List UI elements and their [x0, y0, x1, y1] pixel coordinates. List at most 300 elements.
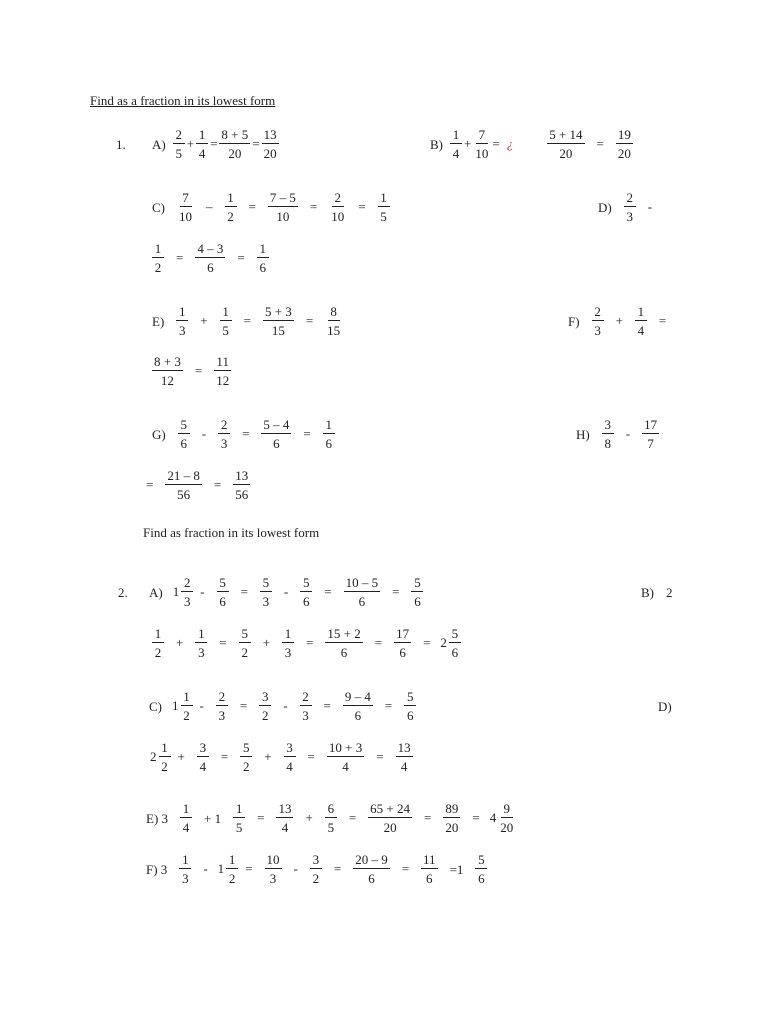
- fraction-denominator: 20: [383, 820, 397, 835]
- fraction-denominator: 6: [207, 260, 214, 275]
- fraction-numerator: 15 + 2: [327, 626, 361, 641]
- fraction: [180, 802, 192, 834]
- fraction-numerator: 1: [179, 853, 191, 869]
- fraction-denominator: 3: [218, 708, 226, 723]
- operator: +: [177, 749, 185, 764]
- operator: =: [306, 635, 314, 650]
- operator: -: [647, 199, 653, 214]
- fraction-denominator: 5: [380, 209, 387, 224]
- fraction-denominator: 6: [368, 871, 375, 886]
- fraction-denominator: 5: [327, 820, 335, 835]
- fraction-numerator: 3: [602, 418, 614, 434]
- fraction-numerator: 5 – 4: [263, 417, 290, 432]
- fraction-numerator: 2: [624, 191, 636, 207]
- fraction-numerator: 2: [300, 690, 312, 706]
- fraction-numerator: 1: [181, 690, 193, 706]
- fraction-denominator: 3: [284, 645, 292, 660]
- fraction: [178, 418, 190, 450]
- fraction-denominator: 2: [183, 708, 190, 723]
- fraction-numerator: 2: [216, 690, 228, 706]
- fraction-numerator: 1: [195, 627, 207, 643]
- fraction: [353, 853, 390, 885]
- fraction-numerator: 5: [404, 690, 416, 706]
- fraction: [179, 853, 191, 885]
- fraction-numerator: 7 – 5: [269, 190, 296, 205]
- operator: =: [309, 199, 318, 214]
- equation-line: [146, 236, 275, 280]
- equation-line: [146, 349, 237, 393]
- fraction-numerator: 2: [181, 576, 193, 592]
- fraction: [325, 802, 337, 834]
- operator: +: [464, 136, 472, 151]
- fraction-denominator: 6: [478, 871, 485, 886]
- fraction-numerator: 1: [225, 191, 237, 207]
- fraction-denominator: 8: [604, 436, 611, 451]
- fraction-numerator: 3: [259, 690, 271, 706]
- fraction-denominator: 2: [228, 871, 236, 886]
- operator: =: [374, 635, 383, 650]
- fraction-numerator: 3: [197, 741, 209, 757]
- label-text: E) 3: [146, 810, 169, 826]
- label-text: A): [149, 584, 163, 600]
- fraction-denominator: 10: [475, 146, 489, 161]
- fraction: [268, 191, 298, 223]
- equation-line: [143, 684, 422, 728]
- section-1-number: 1.: [116, 137, 126, 152]
- operator: =: [348, 810, 357, 825]
- fraction-numerator: 1: [257, 242, 269, 258]
- fraction-denominator: 2: [161, 759, 168, 774]
- fraction-denominator: 12: [216, 373, 230, 388]
- fraction-numerator: 5: [475, 853, 487, 869]
- fraction-numerator: 17: [396, 626, 410, 641]
- fraction-denominator: 6: [219, 594, 226, 609]
- fraction-denominator: 4: [286, 759, 293, 774]
- operator: =: [252, 136, 260, 151]
- fraction-numerator: 13: [278, 801, 292, 816]
- fraction: [260, 576, 272, 608]
- fraction-numerator: 5: [411, 576, 423, 592]
- operator: -: [200, 584, 205, 599]
- operator: =: [245, 861, 253, 876]
- fraction: [635, 305, 647, 337]
- whole-number: 2: [150, 749, 157, 764]
- section-1-heading: Find as a fraction in its lowest form: [90, 93, 276, 108]
- operator: +: [615, 313, 623, 328]
- label-text: F): [568, 313, 580, 329]
- fraction: [261, 418, 291, 450]
- operator: =: [239, 698, 248, 713]
- fraction-numerator: 5 + 14: [549, 127, 583, 142]
- fraction-denominator: 6: [451, 645, 459, 660]
- fraction: [323, 418, 335, 450]
- fraction-numerator: 2: [173, 128, 185, 144]
- fraction: [216, 690, 228, 722]
- fraction-denominator: 6: [340, 645, 348, 660]
- fraction-denominator: 20: [445, 820, 459, 835]
- fraction: [396, 741, 413, 773]
- fraction-denominator: 4: [452, 146, 460, 161]
- fraction: [475, 853, 487, 885]
- fraction: [642, 418, 659, 450]
- fraction: [411, 576, 423, 608]
- fraction: [165, 469, 202, 501]
- fraction: [443, 802, 460, 834]
- operator: -: [199, 698, 204, 713]
- operator: =: [472, 810, 480, 825]
- fraction-numerator: 9: [501, 802, 513, 818]
- operator: =: [658, 313, 667, 328]
- fraction-denominator: 5: [222, 323, 229, 338]
- fraction: [152, 355, 183, 387]
- fraction-denominator: 4: [342, 759, 349, 774]
- fraction-numerator: 20 – 9: [355, 852, 388, 867]
- fraction: [152, 627, 164, 659]
- operator: =: [376, 749, 384, 764]
- fraction-numerator: 5: [449, 627, 461, 643]
- fraction: [327, 741, 364, 773]
- fraction-numerator: 1: [226, 853, 238, 869]
- whole-number: 1: [172, 698, 179, 713]
- fraction-denominator: 15: [271, 323, 285, 338]
- fraction: [276, 802, 293, 834]
- fraction-numerator: 10: [266, 852, 280, 867]
- fraction-numerator: 1: [233, 802, 245, 818]
- fraction-numerator: 5: [260, 576, 272, 592]
- fraction-numerator: 5: [240, 741, 252, 757]
- fraction-denominator: 7: [647, 436, 654, 451]
- fraction-numerator: 1: [323, 418, 335, 434]
- equation-line: [146, 735, 419, 779]
- equation-line: [143, 570, 429, 614]
- fraction-denominator: 3: [269, 871, 277, 886]
- fraction-denominator: 4: [182, 820, 190, 835]
- operator: -: [203, 861, 208, 876]
- fraction-denominator: 6: [406, 708, 414, 723]
- operator: -: [283, 698, 288, 713]
- fraction-numerator: 7: [180, 191, 192, 207]
- fraction-numerator: 1: [220, 305, 232, 321]
- fraction-denominator: 20: [263, 146, 277, 161]
- equation-line: [140, 463, 256, 507]
- fraction-denominator: 56: [235, 487, 249, 502]
- fraction: [152, 242, 164, 274]
- fraction: [378, 191, 390, 223]
- fraction: [624, 191, 636, 223]
- fraction: [329, 191, 346, 223]
- fraction: [239, 627, 251, 659]
- label-text: H): [576, 426, 590, 442]
- fraction: [225, 191, 237, 223]
- operator: =: [358, 199, 366, 214]
- fraction-denominator: 2: [261, 708, 269, 723]
- fraction-numerator: 1: [282, 627, 294, 643]
- operator: +: [262, 635, 271, 650]
- label-text: C): [149, 698, 162, 714]
- whole-number: 1: [217, 861, 225, 876]
- fraction: [181, 690, 193, 722]
- fraction-numerator: 19: [617, 127, 631, 142]
- equation-line: [562, 299, 672, 343]
- operator: =: [303, 426, 311, 441]
- operator: =: [305, 313, 314, 328]
- fraction: [450, 128, 462, 160]
- equation-line: [140, 847, 493, 891]
- label-text: 2: [666, 584, 673, 600]
- fraction-numerator: 6: [325, 802, 337, 818]
- fraction-numerator: 2: [332, 191, 344, 207]
- whole-number: 2: [440, 635, 447, 650]
- operator: =: [213, 477, 222, 492]
- fraction-denominator: 2: [154, 260, 162, 275]
- equation-line: [146, 621, 462, 665]
- operator: =: [176, 250, 184, 265]
- fraction: [592, 305, 604, 337]
- fraction-numerator: 1: [159, 741, 171, 757]
- operator: -: [625, 426, 631, 441]
- fraction-numerator: 8 + 3: [154, 354, 181, 369]
- operator: =: [333, 861, 342, 876]
- fraction-numerator: 1: [152, 242, 164, 258]
- label-text: D): [598, 199, 612, 215]
- fraction-denominator: 3: [302, 708, 309, 723]
- fraction: [325, 627, 362, 659]
- fraction: [300, 690, 312, 722]
- fraction-numerator: 10 + 3: [328, 740, 363, 755]
- fraction-denominator: 3: [594, 323, 601, 338]
- fraction-denominator: 2: [154, 645, 162, 660]
- fraction-numerator: 4 – 3: [197, 241, 224, 256]
- fraction: [173, 128, 185, 160]
- fraction-denominator: 3: [183, 594, 191, 609]
- fraction: [265, 853, 282, 885]
- operator: =: [401, 861, 410, 876]
- fraction: [325, 305, 342, 337]
- fraction-numerator: 5: [217, 576, 229, 592]
- fraction: [214, 355, 231, 387]
- fraction-numerator: 5 + 3: [264, 304, 292, 319]
- operator: -: [283, 584, 289, 599]
- fraction-numerator: 1: [180, 802, 192, 818]
- fraction: [181, 576, 193, 608]
- operator: +: [305, 810, 313, 825]
- fraction-denominator: 6: [259, 260, 266, 275]
- operator: =: [424, 810, 432, 825]
- fraction-denominator: 10: [331, 209, 345, 224]
- fraction-denominator: 6: [414, 594, 421, 609]
- whole-number: 4: [489, 810, 497, 825]
- fraction-numerator: 11: [423, 852, 436, 867]
- operator: =: [257, 810, 265, 825]
- fraction-denominator: 3: [179, 323, 186, 338]
- label-text: C): [152, 199, 165, 215]
- operator: +: [200, 313, 208, 328]
- fraction-numerator: 1: [176, 305, 188, 321]
- fraction-numerator: 13: [235, 468, 249, 483]
- fraction-denominator: 56: [177, 487, 191, 502]
- fraction: [547, 128, 584, 160]
- label-text: A): [152, 136, 166, 152]
- operator: -: [293, 861, 298, 876]
- operator: =: [220, 749, 229, 764]
- label-text: D): [658, 698, 672, 714]
- fraction-denominator: 2: [242, 759, 250, 774]
- fraction-denominator: 20: [559, 146, 573, 161]
- fraction-denominator: 4: [281, 820, 289, 835]
- operator: =: [323, 698, 331, 713]
- fraction-numerator: 89: [445, 801, 459, 816]
- operator: +: [186, 136, 195, 151]
- fraction-denominator: 3: [182, 871, 189, 886]
- fraction-numerator: 2: [592, 305, 604, 321]
- fraction: [259, 690, 271, 722]
- operator: =: [596, 136, 604, 151]
- fraction: [233, 802, 245, 834]
- fraction-numerator: 5: [239, 627, 251, 643]
- operator: =: [240, 584, 248, 599]
- fraction-denominator: 20: [617, 146, 631, 161]
- fraction-denominator: 15: [327, 323, 341, 338]
- fraction-denominator: 2: [241, 645, 248, 660]
- fraction: [196, 128, 208, 160]
- label-text: E): [152, 313, 165, 329]
- glyph-i: ¿: [506, 136, 514, 151]
- whole-number: 1: [172, 584, 180, 599]
- operator: =: [242, 426, 250, 441]
- operator: =: [492, 136, 500, 151]
- fraction-denominator: 4: [198, 146, 206, 161]
- operator: =: [210, 136, 218, 151]
- equation-line: [146, 412, 341, 456]
- fraction-denominator: 4: [637, 323, 645, 338]
- operator: =: [219, 635, 227, 650]
- fraction: [498, 802, 515, 834]
- fraction-numerator: 8: [328, 305, 340, 321]
- fraction: [473, 128, 490, 160]
- fraction: [177, 191, 194, 223]
- operator: +: [176, 635, 184, 650]
- equation-line: [146, 299, 348, 343]
- fraction: [262, 128, 279, 160]
- fraction-numerator: 5: [178, 418, 190, 434]
- fraction-numerator: 1: [152, 627, 164, 643]
- equation-line: [570, 412, 665, 456]
- fraction-numerator: 3: [310, 853, 322, 869]
- fraction-denominator: 10: [276, 209, 290, 224]
- fraction: [343, 690, 373, 722]
- fraction-numerator: 21 – 8: [167, 468, 200, 483]
- operator: =: [237, 250, 245, 265]
- fraction-numerator: 1: [378, 191, 390, 207]
- fraction-numerator: 9 – 4: [344, 689, 371, 704]
- fraction-numerator: 3: [284, 741, 296, 757]
- fraction: [197, 741, 209, 773]
- fraction: [219, 128, 250, 160]
- fraction-denominator: 4: [199, 759, 207, 774]
- fraction-numerator: 7: [476, 128, 488, 144]
- section-2-heading: Find as fraction in its lowest form: [143, 525, 320, 540]
- equation-line: [652, 684, 678, 728]
- equation-line: [140, 796, 516, 840]
- equation-line: [146, 185, 396, 229]
- fraction-denominator: 3: [220, 436, 228, 451]
- fraction-denominator: 6: [303, 594, 310, 609]
- label-text: =1: [449, 861, 464, 877]
- equation-line: [592, 185, 658, 229]
- fraction-denominator: 6: [325, 436, 332, 451]
- fraction: [240, 741, 252, 773]
- fraction-denominator: 6: [180, 436, 187, 451]
- fraction: [602, 418, 614, 450]
- operator: =: [384, 698, 393, 713]
- label-text: B): [430, 136, 443, 152]
- label-text: F) 3: [146, 861, 168, 877]
- fraction: [394, 627, 411, 659]
- fraction: [404, 690, 416, 722]
- operator: =: [423, 635, 431, 650]
- fraction-denominator: 3: [198, 645, 205, 660]
- equation-line: [146, 122, 280, 166]
- fraction-denominator: 5: [235, 820, 243, 835]
- fraction: [257, 242, 269, 274]
- fraction-denominator: 6: [399, 645, 406, 660]
- fraction-numerator: 13: [263, 127, 277, 142]
- fraction: [195, 242, 225, 274]
- fraction: [300, 576, 312, 608]
- fraction-denominator: 20: [228, 146, 242, 161]
- operator: =: [307, 749, 315, 764]
- fraction-denominator: 20: [500, 820, 514, 835]
- fraction-denominator: 2: [227, 209, 234, 224]
- fraction: [368, 802, 412, 834]
- fraction: [218, 418, 230, 450]
- fraction: [310, 853, 322, 885]
- fraction: [449, 627, 461, 659]
- fraction: [226, 853, 238, 885]
- fraction-numerator: 17: [644, 417, 658, 432]
- fraction-numerator: 1: [450, 128, 462, 144]
- operator: =: [243, 313, 251, 328]
- operator: –: [206, 199, 213, 214]
- fraction: [220, 305, 232, 337]
- fraction-numerator: 8 + 5: [221, 127, 249, 142]
- fraction-numerator: 1: [635, 305, 647, 321]
- fraction-numerator: 13: [397, 740, 411, 755]
- operator: -: [201, 426, 207, 441]
- operator: +: [264, 749, 272, 764]
- operator: =: [248, 199, 256, 214]
- fraction-denominator: 6: [354, 708, 362, 723]
- fraction-denominator: 6: [358, 594, 366, 609]
- operator: =: [194, 363, 203, 378]
- fraction-denominator: 3: [262, 594, 270, 609]
- fraction-denominator: 2: [312, 871, 320, 886]
- fraction-numerator: 65 + 24: [370, 801, 410, 816]
- fraction: [159, 741, 171, 773]
- equation-line: [424, 122, 639, 166]
- fraction-numerator: 5: [300, 576, 312, 592]
- fraction-denominator: 10: [179, 209, 192, 224]
- fraction: [282, 627, 294, 659]
- fraction: [233, 469, 250, 501]
- operator: =: [146, 477, 154, 492]
- operator: =: [392, 584, 400, 599]
- equation-line: [635, 570, 679, 614]
- fraction: [421, 853, 438, 885]
- fraction: [176, 305, 188, 337]
- fraction-numerator: 2: [218, 418, 230, 434]
- fraction-denominator: 4: [400, 759, 408, 774]
